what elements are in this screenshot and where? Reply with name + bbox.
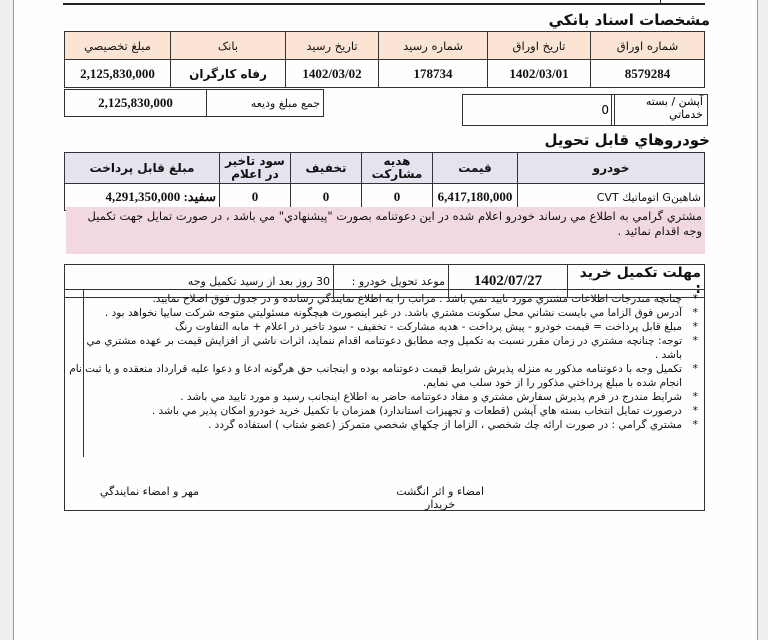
receipt-date: 1402/03/02 [286, 60, 379, 88]
term-item: * آدرس فوق الزاما مي بايست نشاني محل سکونت مشتري باشد. در غير اينصورت هيچگونه مسئوليتي متوجه شرکت سايپا نخواهد بود . [104, 306, 698, 319]
suggested-car-notice: مشتري گرامي به اطلاع مي رساند خودرو اعلام شده در اين دعوتنامه بصورت "پيشنهادي" مي باشد ، در صورت تمايل جهت تكميل وجه اقدام نمائيد . [66, 207, 705, 254]
terms-box [64, 289, 705, 511]
term-item: * توجه: چنانچه مشتري در زمان مقرر نسبت به تكميل وجه مطابق دعوتنامه اقدام ننمايد، اثرات ناشي از افزايش قيمت بر عهده مشتري مي باشد . [86, 334, 698, 361]
deadline-date: 1402/07/27 [449, 265, 568, 298]
term-item: * مبلغ قابل پرداخت = قيمت خودرو - پيش پرداخت - هديه مشارکت - تخفيف - سود تاخير در اعلام + مابه التفاوت رنگ [174, 320, 698, 333]
term-item: * درصورت تمايل انتخاب بسته هاي آپشن (قطعات و تجهيزات استاندارد) همزمان با تكميل خريد خودرو امكان پذير مي باشد . [151, 404, 698, 417]
option-value: 0 [601, 103, 609, 117]
car-price: 6,417,180,000 [433, 184, 518, 211]
header-receipt-number: شماره رسيد [379, 32, 488, 60]
header-price: قيمت [433, 153, 518, 184]
allocated-amount: 2,125,830,000 [65, 60, 171, 88]
bank-docs-table [64, 31, 705, 88]
doc-date: 1402/03/01 [488, 60, 591, 88]
top-divider [660, 0, 661, 5]
term-item: * تكميل وجه با دعوتنامه مذکور به منزله پذيرش شرايط قيمت دعوتنامه بوده و اينجانب حق هرگونه ادعا و دعوا عليه قرارداد منعقده و يا ثبت نام انجام شده با مبلغ پرداختي مذکور را از خود سلب مي نمايم. [69, 362, 698, 389]
deposit-table [64, 89, 324, 117]
bank-name: رفاه کارگران [171, 60, 286, 88]
doc-number: 8579284 [591, 60, 705, 88]
top-border [63, 3, 705, 5]
header-discount: تخفيف [291, 153, 362, 184]
header-doc-date: تاريخ اوراق [488, 32, 591, 60]
delay-interest: 0 [220, 184, 291, 211]
header-allocated-amount: مبلغ تخصيصي [65, 32, 171, 60]
option-label: آپشن / بسته خدماتي [611, 95, 707, 125]
term-item: * شرايط مندرج در فرم پذيرش سفارش مشتري و مفاد دعوتنامه حاضر به اطلاع اينجانب رسيد و مورد تاييد مي باشد . [180, 390, 698, 403]
agency-signature: مهر و امضاء نمايندگي [99, 485, 199, 498]
buyer-signature: امضاء و اثر انگشت خريدار [396, 485, 484, 511]
term-item: * چنانچه مندرجات اطلاعات مشتري مورد تاييد نمي باشد . مراتب را به اطلاع نمايندگي رسانده و در جدول فوق اصلاح نماييد. [152, 292, 698, 305]
header-bank: بانک [171, 32, 286, 60]
header-delay-interest: سود تاخير در اعلام [220, 153, 291, 184]
header-car: خودرو [518, 153, 705, 184]
bank-docs-title: مشخصات اسناد بانکي [548, 11, 710, 29]
deposit-value: 2,125,830,000 [65, 90, 207, 117]
header-participation-gift: هديه مشارکت [362, 153, 433, 184]
delivery-label: موعد تحويل خودرو : [334, 265, 449, 298]
cars-title: خودروهاي قابل تحويل [544, 131, 710, 149]
deposit-label: جمع مبلغ وديعه [207, 90, 324, 117]
deadline-label: مهلت تكميل خريد : [568, 265, 705, 298]
header-receipt-date: تاريخ رسيد [286, 32, 379, 60]
header-doc-number: شماره اوراق [591, 32, 705, 60]
delivery-value: 30 روز بعد از رسيد تكميل وجه [65, 265, 334, 298]
cars-table [64, 152, 705, 211]
header-payable-amount: مبلغ قابل پرداخت [65, 153, 220, 184]
term-item: * مشتري گرامي : در صورت ارائه چك شخصي ، الزاما از چكهاي شخصي متمرکز (عضو شتاب ) استفاده گردد . [207, 418, 698, 431]
receipt-number: 178734 [379, 60, 488, 88]
payable-amount: سفيد: 4,291,350,000 [65, 184, 220, 211]
participation-gift: 0 [362, 184, 433, 211]
discount: 0 [291, 184, 362, 211]
option-package-box [462, 94, 708, 126]
car-model: شاهينG اتوماتيك CVT [518, 184, 705, 211]
